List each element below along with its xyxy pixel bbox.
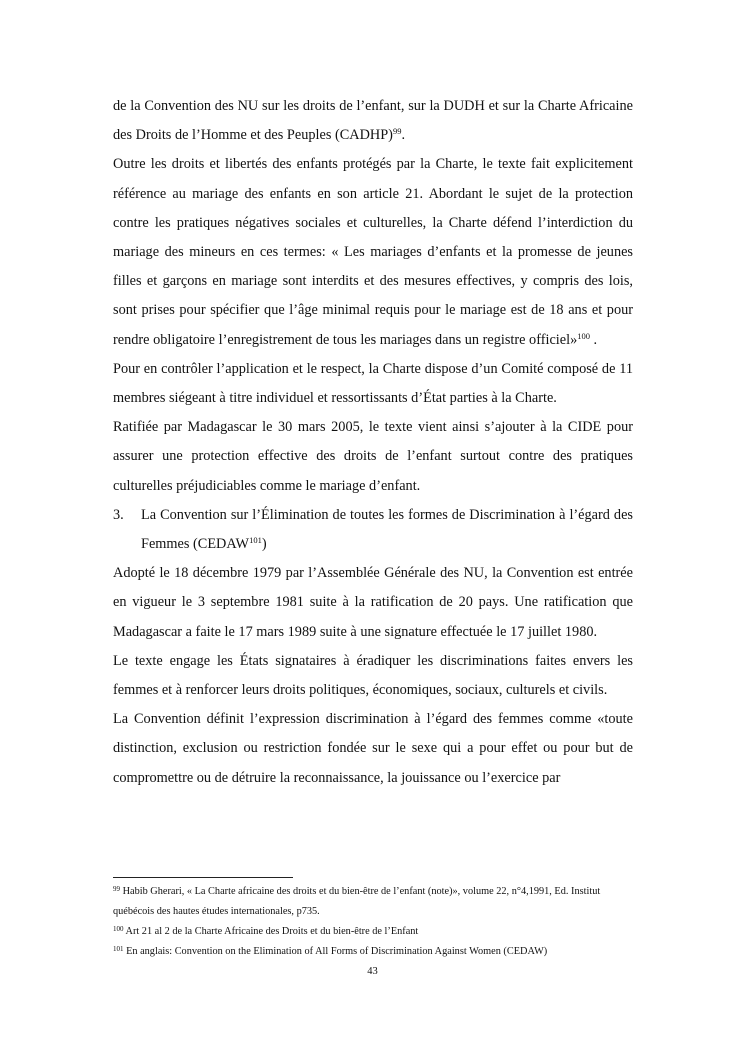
paragraph-5: Adopté le 18 décembre 1979 par l’Assemblée Générale des NU, la Convention est entrée en vigueur le 3 septembre 1981 suite à la ratification de 20 pays. Une ratification que Madagascar a faite le 17 mars 1989 suite à une signature effectuée le 17 juillet 1980. [113, 565, 633, 640]
paragraph-7: La Convention définit l’expression discrimination à l’égard des femmes comme «toute distinction, exclusion ou restriction fondée sur le sexe qui a pour effet ou pour but de compromettre ou de détruire la reconnaissance, la jouissance ou l’exercice par [113, 711, 633, 786]
paragraph-2: Outre les droits et libertés des enfants protégés par la Charte, le texte fait explicitement référence au mariage des enfants en son article 21. Abordant le sujet de la protection contre les pratiques négatives sociales et culturelles, la Charte défend l’interdiction du mariage des mineurs en ces termes: « Les mariages d’enfants et la promesse de jeunes filles et garçons en mariage sont interdits et des mesures effectives, y compris des lois, sont prises pour spécifier que l’âge minimal requis pour le mariage est de 18 ans et pour rendre obligatoire l’enregistrement de tous les mariages dans un registre officiel»$^{100}$ . [113, 156, 633, 348]
section-number: 3. [113, 506, 124, 523]
footnote-ref-99[interactable]: 99 [392, 126, 402, 137]
paragraph-3: Pour en contrôler l’application et le respect, la Charte dispose d’un Comité composé de 11 membres siégeant à titre individuel et ressortissants d’État parties à la Charte. [113, 360, 633, 407]
page-number: 43 [367, 966, 378, 977]
footnote-101: $^{101}$ En anglais: Convention on the Elimination of All Forms of Discrimination Against Women (CEDAW) [113, 945, 548, 957]
footnotes [113, 882, 643, 962]
body-text [113, 92, 633, 793]
paragraph-1: de la Convention des NU sur les droits de l’enfant, sur la DUDH et sur la Charte Africaine des Droits de l’Homme et des Peuples (CADHP)$^{99}$. [113, 98, 633, 144]
paragraph-6: Le texte engage les États signataires à éradiquer les discriminations faites envers les femmes et à renforcer leurs droits politiques, économiques, sociaux, culturels et civils. [113, 652, 633, 699]
paragraph-4: Ratifiée par Madagascar le 30 mars 2005, le texte vient ainsi s’ajouter à la CIDE pour assurer une protection effective des droits de l’enfant surtout contre des pratiques culturelles préjudiciables comme le mariage d’enfant. [113, 419, 633, 494]
section-heading: 3. La Convention sur l’Élimination de toutes les formes de Discrimination à l’égard des Femmes (CEDAW$^{101}$) [113, 501, 633, 559]
footnote-ref-100[interactable]: 100 [577, 330, 590, 341]
footnote-99: $^{99}$ Habib Gherari, « La Charte africaine des droits et du bien-être de l’enfant (note)», volume 22, n°4,1991, Ed. Institut québécois des hautes études internationales, p735. [113, 885, 601, 917]
footnote-ref-101[interactable]: 101 [249, 535, 262, 546]
footnote-separator [113, 877, 293, 878]
footnote-100: $^{100}$ Art 21 al 2 de la Charte Africaine des Droits et du bien-être de l’Enfant [113, 925, 419, 937]
